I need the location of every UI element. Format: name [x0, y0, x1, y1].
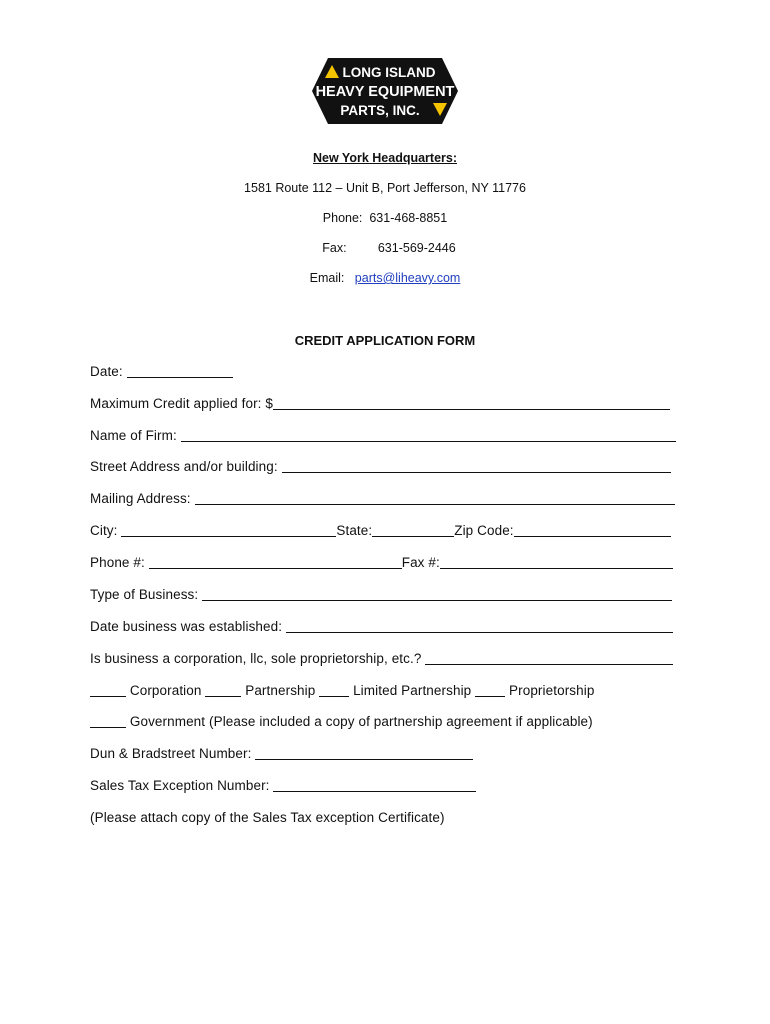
- hq-title: New York Headquarters:: [312, 151, 458, 165]
- state-field[interactable]: [372, 523, 454, 537]
- phone-number-field[interactable]: [149, 555, 402, 569]
- max-credit-row: [90, 396, 670, 411]
- zip-label: Zip Code:: [454, 523, 514, 538]
- date-row: [90, 364, 233, 379]
- email-label: Email:: [309, 271, 345, 285]
- phone-fax-row: [90, 555, 673, 570]
- max-credit-label: Maximum Credit applied for: $: [90, 396, 273, 411]
- fax-value: 631-569-2446: [377, 241, 456, 255]
- city-label: City:: [90, 523, 118, 538]
- street-label: Street Address and/or building:: [90, 459, 278, 474]
- entity-question-row: [90, 651, 673, 666]
- date-label: Date:: [90, 364, 123, 379]
- established-row: [90, 619, 673, 634]
- corporation-checkbox[interactable]: [90, 683, 126, 697]
- sales-tax-label: Sales Tax Exception Number:: [90, 778, 270, 793]
- established-label: Date business was established:: [90, 619, 283, 634]
- government-label: Government (Please included a copy of partnership agreement if applicable): [129, 714, 593, 729]
- mailing-row: [90, 491, 675, 506]
- address-line: [0, 181, 770, 195]
- dun-label: Dun & Bradstreet Number:: [90, 746, 252, 761]
- logo-line-3: PARTS, INC.: [340, 103, 420, 118]
- max-credit-field[interactable]: [273, 396, 670, 410]
- government-row: [90, 714, 593, 729]
- entity-question-label: Is business a corporation, llc, sole proprietorship, etc.?: [90, 651, 422, 666]
- date-field[interactable]: [127, 364, 233, 378]
- logo-line-2: HEAVY EQUIPMENT: [315, 84, 455, 100]
- form-title-line: [0, 333, 770, 348]
- entity-options-row: [90, 683, 594, 698]
- corporation-label: Corporation: [129, 683, 202, 698]
- mailing-label: Mailing Address:: [90, 491, 191, 506]
- company-logo: [312, 58, 458, 124]
- partnership-label: Partnership: [245, 683, 316, 698]
- proprietorship-checkbox[interactable]: [475, 683, 505, 697]
- email-line: [0, 271, 770, 285]
- firm-row: [90, 428, 676, 443]
- phone-value: 631-468-8851: [369, 211, 448, 225]
- form-title: CREDIT APPLICATION FORM: [294, 333, 476, 348]
- state-label: State:: [336, 523, 373, 538]
- limited-partnership-checkbox[interactable]: [319, 683, 349, 697]
- dun-field[interactable]: [255, 746, 473, 760]
- business-type-row: [90, 587, 672, 602]
- sales-tax-field[interactable]: [273, 778, 476, 792]
- limited-partnership-label: Limited Partnership: [353, 683, 472, 698]
- mailing-field[interactable]: [195, 491, 675, 505]
- fax-label: Fax:: [322, 241, 347, 255]
- sales-tax-row: [90, 778, 476, 793]
- street-field[interactable]: [282, 459, 671, 473]
- email-link[interactable]: parts@liheavy.com: [354, 271, 461, 285]
- business-type-field[interactable]: [202, 587, 672, 601]
- street-row: [90, 459, 671, 474]
- fax-line: [0, 241, 770, 255]
- phone-number-label: Phone #:: [90, 555, 145, 570]
- logo-line-1: LONG ISLAND: [342, 65, 436, 80]
- dun-row: [90, 746, 473, 761]
- partnership-checkbox[interactable]: [205, 683, 241, 697]
- zip-field[interactable]: [514, 523, 671, 537]
- government-checkbox[interactable]: [90, 714, 126, 728]
- entity-question-field[interactable]: [425, 651, 673, 665]
- address: 1581 Route 112 – Unit B, Port Jefferson, NY 11776: [244, 181, 526, 195]
- business-type-label: Type of Business:: [90, 587, 199, 602]
- phone-label: Phone:: [322, 211, 363, 225]
- firm-label: Name of Firm:: [90, 428, 177, 443]
- established-field[interactable]: [286, 619, 673, 633]
- attach-note-row: [90, 810, 445, 825]
- city-row: [90, 523, 671, 538]
- firm-field[interactable]: [181, 428, 676, 442]
- fax-number-label: Fax #:: [401, 555, 440, 570]
- attach-note: (Please attach copy of the Sales Tax exception Certificate): [90, 810, 445, 825]
- phone-line: [0, 211, 770, 225]
- hq-title-line: [0, 151, 770, 165]
- city-field[interactable]: [121, 523, 336, 537]
- proprietorship-label: Proprietorship: [509, 683, 595, 698]
- fax-number-field[interactable]: [440, 555, 673, 569]
